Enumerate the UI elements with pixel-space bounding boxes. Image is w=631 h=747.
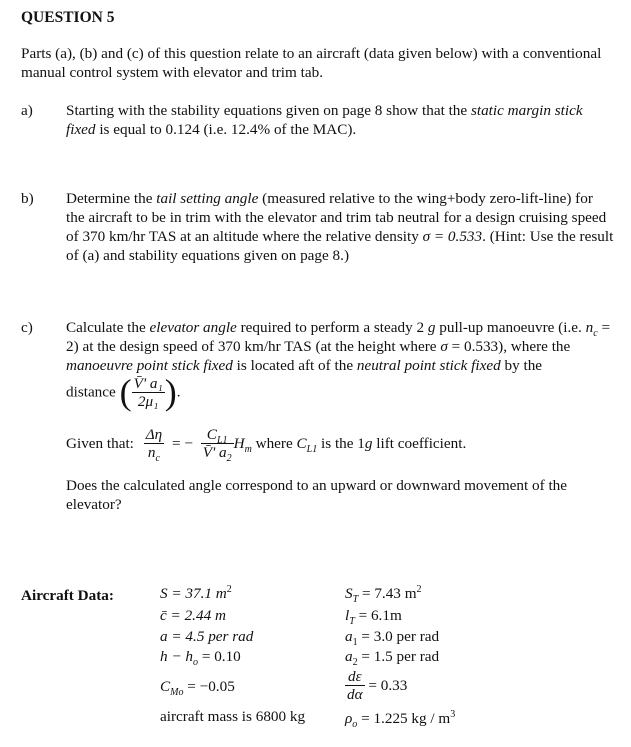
data-a1: $a_1 = 3.0$ per rad [345, 628, 440, 649]
part-b-label: b) [21, 190, 34, 207]
intro-paragraph: Parts (a), (b) and (c) of this question relate to an aircraft (data given below) with a conventional manual control system with elevator and trim tab. [21, 45, 602, 81]
data-density: $\rho_o = 1.225$ kg / $m^3$ [345, 708, 456, 731]
question-title: QUESTION 5 [21, 9, 115, 26]
part-c-text: Calculate the elevator angle required to perform a steady 2 g pull-up manoeuvre (i.e. $n_c = 2$) at the design speed of 370 km/hr TAS (at the height where σ = 0.533), where the manoeuvre point stick fixed is located aft of the neutral point stick fixed by the [66, 319, 611, 374]
distance-fraction: $\frac{\text{V̄' a₁}}{\text{2μ₁}}$ [133, 374, 163, 410]
part-b-text: Determine the tail setting angle (measured relative to the wing+body zero-lift-line) for the aircraft to be in trim with the elevator and trim tab neutral for a design cruising speed of 370 km/hr TAS at an altitude where the relative density σ = 0.533. (Hint: Use the result of (a) and stability equations given on page 8.) [66, 190, 614, 264]
data-cm0: $C_{Mo} = -0.05$ [160, 678, 235, 699]
eta-fraction: $\frac{\Delta\eta}{n_c}$ [145, 426, 163, 465]
data-wing-area: S = 37.1 $m^2$ [160, 583, 232, 602]
distance-expression: distance ( $\frac{\text{V̄' a₁}}{\text{2μ₁}}$ ). [66, 372, 181, 412]
part-c-question: Does the calculated angle correspond to an upward or downward movement of the elevator? [66, 477, 568, 513]
cl-fraction: $\frac{C_{L1}}{V̄' a_2}$ [202, 426, 232, 465]
data-lift-slope: a = 4.5 per rad [160, 628, 254, 645]
part-c-label: c) [21, 319, 33, 336]
given-equation: Given that: $\frac{\Delta\eta}{n_c}$ = − $\frac{C_{L1}}{V̄' a_2}$ $H_m$ where $C_{L1}$ is the 1g lift coefficient. [66, 426, 467, 465]
data-downwash: $\frac{d\varepsilon}{d\alpha}$ = 0.33 [347, 668, 408, 703]
aircraft-data-label: Aircraft Data: [21, 587, 114, 604]
data-mass: aircraft mass is 6800 kg [160, 708, 306, 725]
part-a-text: Starting with the stability equations given on page 8 show that the static margin stick fixed is equal to 0.124 (i.e. 12.4% of the MAC). [66, 102, 583, 138]
data-cg-margin: $h - h_o = 0.10$ [160, 648, 241, 669]
part-a-label: a) [21, 102, 33, 119]
data-a2: $a_2 = 1.5$ per rad [345, 648, 440, 669]
data-tail-area: $S_T = 7.43$ $m^2$ [345, 583, 422, 606]
data-tail-arm: $l_T = 6.1m$ [345, 607, 402, 628]
data-mac: c̄ = 2.44 m [160, 607, 226, 624]
downwash-fraction: $\frac{d\varepsilon}{d\alpha}$ [347, 668, 363, 703]
